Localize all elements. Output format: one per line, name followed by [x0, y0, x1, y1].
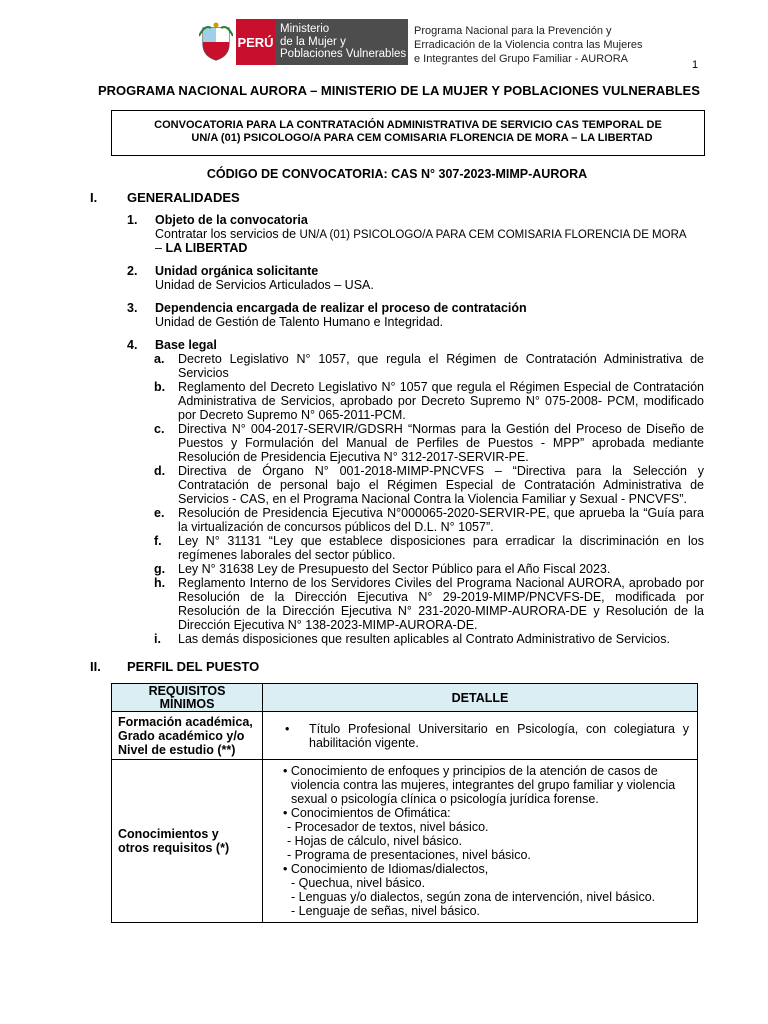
- section-2-title: PERFIL DEL PUESTO: [127, 659, 260, 674]
- legal-letter-i: i.: [154, 632, 161, 646]
- item-2-number: 2.: [127, 264, 138, 278]
- item-3-text: Unidad de Gestión de Talento Humano e Integridad.: [155, 315, 444, 329]
- item-1-text-cont: – LA LIBERTAD: [155, 241, 248, 255]
- item-1-number: 1.: [127, 213, 138, 227]
- row-2-detail: [263, 760, 698, 923]
- item-1-title: Objeto de la convocatoria: [155, 213, 308, 227]
- knowledge-list: • Conocimiento de enfoques y principios de la atención de casos de violencia contra las mujeres, integrantes del grupo familiar y violencia sexual o psicología clínica o psicología jurídica forense. • Conocimientos de Ofimática: - Procesador de textos, nivel básico. - Hojas de cálculo, nivel básico. - Programa de presentaciones, nivel básico. • Conocimiento de Idiomas/dialectos, - Quechua, nivel básico. - Lenguas y/o dialectos, según zona de intervención, nivel básico. - Lenguaje de señas, nivel básico.: [283, 764, 676, 918]
- item-4-number: 4.: [127, 338, 138, 352]
- legal-letter-g: g.: [154, 562, 166, 576]
- section-2-number: II.: [90, 659, 101, 674]
- convocatoria-box: [111, 110, 705, 156]
- bullet: •: [285, 721, 290, 736]
- legal-item-i: Las demás disposiciones que resulten aplicables al Contrato Administrativo de Servicios.: [178, 632, 670, 646]
- page-number: 1: [692, 59, 699, 71]
- legal-item-a: Decreto Legislativo N° 1057, que regula el Régimen de Contratación Administrativa de Servicios: [178, 352, 704, 380]
- ministry-logo-label: Ministerio de la Mujer y Poblaciones Vulnerables: [275, 19, 408, 65]
- legal-letter-h: h.: [154, 576, 166, 590]
- item-1-text: Contratar los servicios de UN/A (01) PSICOLOGO/A PARA CEM COMISARIA FLORENCIA DE MORA: [155, 227, 687, 241]
- table-row: [112, 712, 698, 760]
- item-3-number: 3.: [127, 301, 138, 315]
- convocatoria-line-1: CONVOCATORIA PARA LA CONTRATACIÓN ADMINISTRATIVA DE SERVICIO CAS TEMPORAL DE: [154, 119, 662, 131]
- row-1-label: Formación académica, Grado académico y/o Nivel de estudio (**): [112, 712, 263, 760]
- table-row: [112, 760, 698, 923]
- legal-item-e: Resolución de Presidencia Ejecutiva N°000065-2020-SERVIR-PE, que aprueba la “Guía para la virtualización de concursos públicos del D.L. N° 1057”.: [178, 506, 704, 534]
- program-name: Programa Nacional para la Prevención y Erradicación de la Violencia contra las Mujeres e Integrantes del Grupo Familiar - AURORA: [414, 25, 643, 65]
- peru-logo-label: PERÚ: [236, 19, 275, 65]
- header-detalle: DETALLE: [263, 684, 698, 712]
- legal-item-c: Directiva N° 004-2017-SERVIR/GDSRH “Normas para la Gestión del Proceso de Diseño de Puestos y Formulación del Manual de Perfiles de Puestos - MPP” aprobada mediante Resolución de Presidencia Ejecutiva N° 312-2017-SERVIR-PE.: [178, 422, 704, 464]
- legal-letter-b: b.: [154, 380, 166, 394]
- row-2-label: Conocimientos y otros requisitos (*): [112, 760, 263, 923]
- profile-table: [111, 683, 698, 923]
- legal-letter-a: a.: [154, 352, 165, 366]
- legal-letter-d: d.: [154, 464, 166, 478]
- legal-item-h: Reglamento Interno de los Servidores Civiles del Programa Nacional AURORA, aprobado por Resolución de la Dirección Ejecutiva N° 29-2019-MIMP/PNCVFS-DE, modificada por Resolución de la Dirección Ejecutiva N° 231-2020-MIMP-AURORA-DE y Resolución de la Dirección Ejecutiva N° 138-2023-MIMP-AURORA-DE.: [178, 576, 704, 632]
- table-header-row: [112, 684, 698, 712]
- convocatoria-line-2: UN/A (01) PSICOLOGO/A PARA CEM COMISARIA FLORENCIA DE MORA – LA LIBERTAD: [191, 132, 653, 144]
- legal-letter-e: e.: [154, 506, 165, 520]
- section-1-number: I.: [90, 190, 98, 205]
- ministry-logo: [196, 19, 408, 65]
- item-2-title: Unidad orgánica solicitante: [155, 264, 319, 278]
- row-1-detail: • Título Profesional Universitario en Psicología, con colegiatura y habilitación vigente.: [263, 712, 698, 760]
- legal-letter-c: c.: [154, 422, 165, 436]
- legal-item-b: Reglamento del Decreto Legislativo N° 1057 que regula el Régimen Especial de Contratación Administrativa de Servicios, aprobado por Decreto Supremo N° 075-2008- PCM, modificado por Decreto Supremo N° 065-2011-PCM.: [178, 380, 704, 422]
- item-2-text: Unidad de Servicios Articulados – USA.: [155, 278, 374, 292]
- legal-letter-f: f.: [154, 534, 162, 548]
- coat-of-arms-icon: [196, 19, 236, 65]
- document-title: PROGRAMA NACIONAL AURORA – MINISTERIO DE LA MUJER Y POBLACIONES VULNERABLES: [98, 83, 700, 98]
- section-1-title: GENERALIDADES: [127, 190, 240, 205]
- item-3-title: Dependencia encargada de realizar el proceso de contratación: [155, 301, 527, 315]
- legal-item-g: Ley N° 31638 Ley de Presupuesto del Sector Público para el Año Fiscal 2023.: [178, 562, 611, 576]
- item-4-title: Base legal: [155, 338, 217, 352]
- legal-item-d: Directiva de Órgano N° 001-2018-MIMP-PNCVFS – “Directiva para la Selección y Contratación de personal bajo el Régimen Especial de Contratación Administrativa de Servicios - CAS, en el Programa Nacional Contra la Violencia Familiar y Sexual - PNCVFS”.: [178, 464, 704, 506]
- header-requisitos: REQUISITOS MÍNIMOS: [112, 684, 263, 712]
- legal-item-f: Ley N° 31131 “Ley que establece disposiciones para erradicar la discriminación en los regímenes laborales del sector público.: [178, 534, 704, 562]
- convocatoria-code: CÓDIGO DE CONVOCATORIA: CAS N° 307-2023-MIMP-AURORA: [206, 167, 588, 181]
